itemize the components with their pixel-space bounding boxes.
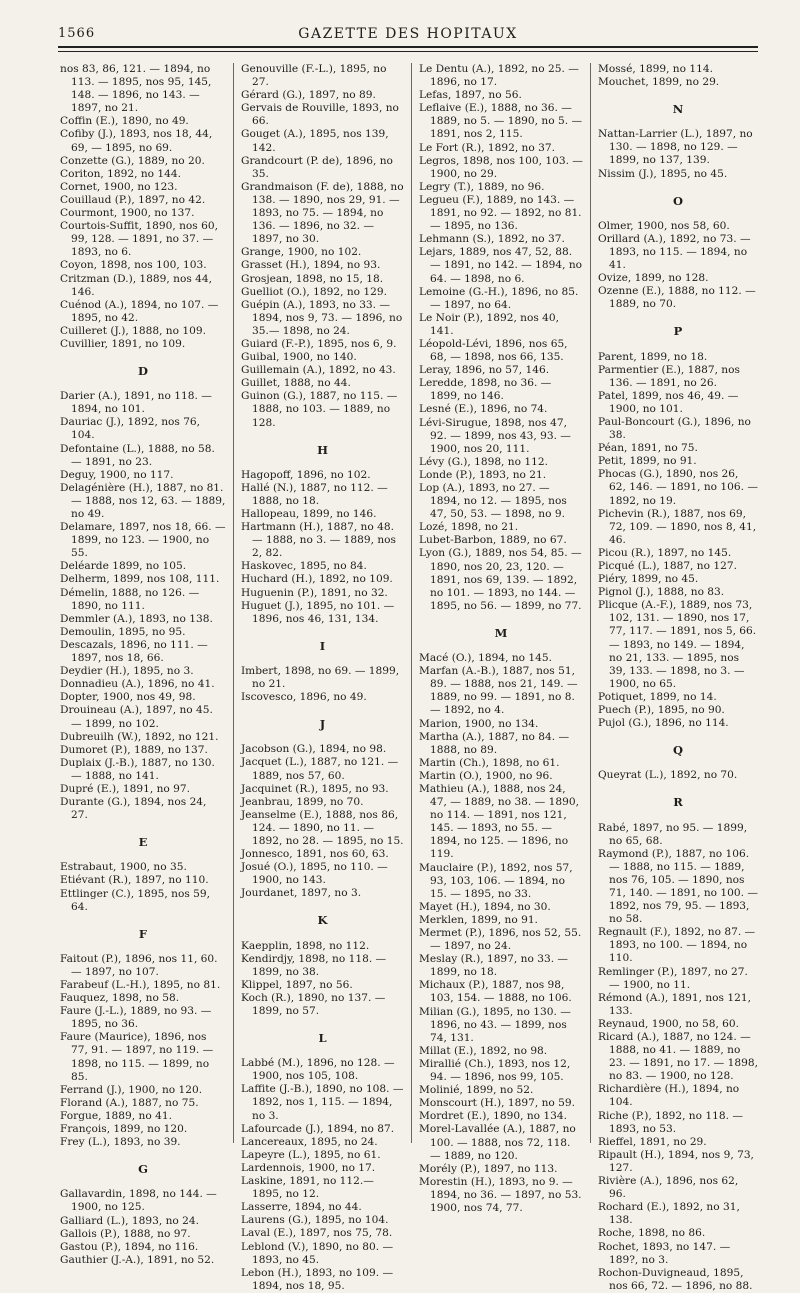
index-entry: Farabeuf (L.-H.), 1895, no 81. [60, 979, 221, 991]
index-entry: Mossé, 1899, no 114. [598, 63, 713, 75]
index-entry: Paul-Boncourt (G.), 1896, no 38. [598, 415, 751, 442]
index-entry: Imbert, 1898, no 69. — 1899, no 21. [241, 664, 400, 691]
section-letter: Q [672, 743, 684, 758]
index-columns [58, 63, 758, 1292]
index-entry: Jonnesco, 1891, nos 60, 63. [241, 848, 389, 861]
index-entry: Gauthier (J.-A.), 1891, no 52. [60, 1253, 215, 1266]
index-entry: Morestin (H.), 1893, no 9. — 1894, no 36. — 1897, no 53. 1900, nos 74, 77. [419, 1175, 582, 1214]
index-entry: Florand (A.), 1887, no 75. [60, 1096, 199, 1109]
index-entry: Conzette (G.), 1889, no 20. [60, 154, 205, 167]
index-entry: Raymond (P.), 1887, no 106. — 1888, no 115. — 1889, nos 76, 105. — 1890, nos 71, 140. — 1891, no 100. — 1892, nos 79, 95. — 1893, no 58. [598, 847, 758, 926]
index-entry: Jeanbrau, 1899, no 70. [241, 795, 364, 808]
index-entry: Coffin (E.), 1890, no 49. [60, 115, 189, 128]
index-entry: Frey (L.), 1893, no 39. [60, 1136, 181, 1149]
index-entry: Huguenin (P.), 1891, no 32. [241, 586, 388, 599]
index-entry: Kaepplin, 1898, no 112. [241, 939, 370, 952]
index-entry: Picqué (L.), 1887, no 127. [598, 560, 737, 572]
index-entry: Reynaud, 1900, no 58, 60. [598, 1017, 740, 1030]
index-entry: François, 1899, no 120. [60, 1123, 188, 1136]
index-entry: Gérard (G.), 1897, no 89. [241, 89, 376, 102]
index-entry: Le Fort (R.), 1892, no 37. [419, 141, 555, 154]
index-entry: Parmentier (E.), 1887, nos 136. — 1891, no 26. [598, 363, 740, 389]
index-entry: Guiard (F.-P.), 1895, nos 6, 9. [241, 337, 397, 350]
index-entry: Marfan (A.-B.), 1887, nos 51, 89. — 1888, nos 21, 149. — 1889, no 99. — 1891, no 8. — 1892, no 4. [419, 665, 578, 717]
index-entry: Critzman (D.), 1889, nos 44, 146. [60, 272, 212, 298]
index-entry: Delagénière (H.), 1887, no 81. — 1888, nos 12, 63. — 1889, no 49. [60, 481, 226, 520]
index-entry: Queyrat (L.), 1892, no 70. [598, 769, 738, 782]
index-entry: Picou (R.), 1897, no 145. [598, 546, 732, 559]
index-entry: Roche, 1898, no 86. [598, 1227, 706, 1240]
index-entry: Etiévant (R.), 1897, no 110. [60, 874, 209, 887]
section-letter: J [319, 717, 326, 732]
index-entry: Leray, 1896, no 57, 146. [419, 364, 550, 377]
index-entry: Laffite (J.-B.), 1890, no 108. — 1892, nos 1, 115. — 1894, no 3. [241, 1083, 404, 1122]
index-entry: Grasset (H.), 1894, no 93. [241, 259, 381, 272]
index-entry: Hallé (N.), 1887, no 112. — 1888, no 18. [241, 481, 388, 507]
index-entry: Morel-Lavallée (A.), 1887, no 100. — 1888, nos 72, 118. — 1889, no 120. [419, 1123, 576, 1162]
index-entry: Michaux (P.), 1887, nos 98, 103, 154. — 1888, no 106. [419, 979, 572, 1005]
index-entry: Jacquinet (R.), 1895, no 93. [241, 782, 389, 795]
index-entry: Courmont, 1900, no 137. [60, 207, 195, 220]
index-entry: Laskine, 1891, no 112.— 1895, no 12. [241, 1175, 374, 1201]
index-entry: Grosjean, 1898, no 15, 18. [241, 272, 384, 285]
index-entry: Pichevin (R.), 1887, nos 69, 72, 109. — 1890, nos 8, 41, 46. [598, 507, 757, 546]
index-entry: Jeanselme (E.), 1888, nos 86, 124. — 1890, no 11. — 1892, no 28. — 1895, no 15. [241, 808, 404, 847]
index-entry: Macé (O.), 1894, no 145. [419, 652, 553, 665]
index-entry: Genouville (F.-L.), 1895, no 27. [241, 63, 387, 89]
index-entry: Guinon (G.), 1887, no 115. — 1888, no 103. — 1889, no 128. [241, 390, 398, 429]
section-letter: M [494, 625, 508, 640]
index-entry: Cuénod (A.), 1894, no 107. — 1895, no 42. [60, 298, 219, 324]
section-letter: E [138, 835, 148, 850]
index-entry: Grange, 1900, no 102. [241, 246, 362, 259]
index-entry: Jacobson (G.), 1894, no 98. [241, 743, 387, 756]
index-entry: Regnault (F.), 1892, no 87. — 1893, no 100. — 1894, no 110. [598, 926, 756, 965]
section-letter: F [138, 926, 148, 941]
index-entry: Legueu (F.), 1889, no 143. — 1891, no 92. — 1892, no 81. — 1895, no 136. [419, 193, 582, 233]
section-letter: D [138, 364, 148, 379]
index-entry: Hallopeau, 1899, no 146. [241, 508, 377, 520]
index-entry: Nattan-Larrier (L.), 1897, no 130. — 1898, no 129. — 1899, no 137, 139. [598, 128, 753, 167]
index-entry: Legros, 1898, nos 100, 103. — 1900, no 29. [419, 154, 583, 180]
page-number: 1566 [58, 26, 96, 41]
index-entry: Mouchet, 1899, no 29. [598, 76, 720, 89]
index-entry: Monscourt (H.), 1897, no 59. [419, 1097, 576, 1110]
index-entry: Courtois-Suffit, 1890, nos 60, 99, 128. — 1891, no 37. — 1893, no 6. [60, 220, 218, 259]
index-entry: Klippel, 1897, no 56. [241, 978, 353, 991]
index-entry: Huchard (H.), 1892, no 109. [241, 573, 393, 586]
index-entry: Leflaive (E.), 1888, no 36. — 1889, no 5. — 1890, no 5. — 1891, nos 2, 115. [419, 102, 583, 141]
index-entry: Grandcourt (P. de), 1896, no 35. [241, 154, 393, 180]
index-entry: Faure (J.-L.), 1889, no 93. — 1895, no 36. [60, 1005, 212, 1031]
index-entry: Riche (P.), 1892, no 118. — 1893, no 53. [598, 1109, 743, 1135]
index-entry: Demmler (A.), 1893, no 138. [60, 612, 213, 625]
index-entry: Rabé, 1897, no 95. — 1899, no 65, 68. [598, 821, 748, 847]
index-entry: Petit, 1899, no 91. [598, 455, 697, 468]
index-entry: Leblond (V.), 1890, no 80. — 1893, no 45. [241, 1240, 394, 1266]
index-entry: Lop (A.), 1893, no 27. — 1894, no 12. — 1895, nos 47, 50, 53. — 1898, no 9. [419, 482, 567, 521]
index-entry: Léopold-Lévi, 1896, nos 65, 68, — 1898, nos 66, 135. [419, 337, 568, 364]
header-rule-thin [58, 51, 758, 52]
index-entry: Meslay (R.), 1897, no 33. — 1899, no 18. [419, 953, 569, 979]
index-entry: Couillaud (P.), 1897, no 42. [60, 193, 206, 206]
index-entry: Lasserre, 1894, no 44. [241, 1201, 362, 1214]
index-entry: Mirallié (Ch.), 1893, nos 12, 94. — 1896, nos 99, 105. [419, 1057, 571, 1084]
index-entry: Koch (R.), 1890, no 137. — 1899, no 57. [241, 991, 386, 1017]
index-entry: Marion, 1900, no 134. [419, 717, 539, 730]
index-entry: Donnadieu (A.), 1896, no 41. [60, 678, 215, 691]
index-entry: Laval (E.), 1897, nos 75, 78. [241, 1227, 393, 1240]
index-entry: Ettlinger (C.), 1895, nos 59, 64. [60, 887, 210, 913]
index-entry: Deydier (H.), 1895, no 3. [60, 665, 194, 678]
index-entry: Labbé (M.), 1896, no 128. — 1900, nos 105, 108. [241, 1057, 395, 1083]
index-entry: Cuilleret (J.), 1888, no 109. [60, 324, 206, 337]
index-entry: Rochard (E.), 1892, no 31, 138. [598, 1201, 740, 1227]
index-entry: Grandmaison (F. de), 1888, no 138. — 1890, nos 29, 91. — 1893, no 75. — 1894, no 136. — 1896, no 32. — 1897, no 30. [241, 180, 404, 246]
index-entry: Cuvillier, 1891, no 109. [60, 337, 186, 350]
index-entry: Gouget (A.), 1895, nos 139, 142. [241, 128, 389, 154]
index-entry: Ozenne (E.), 1888, no 112. — 1889, no 70. [598, 285, 756, 311]
index-entry: Faitout (P.), 1896, nos 11, 60. — 1897, no 107. [60, 952, 218, 978]
index-entry: Martin (O.), 1900, no 96. [419, 769, 553, 782]
index-entry: Dauriac (J.), 1892, nos 76, 104. [60, 416, 201, 442]
index-entry: Iscovesco, 1896, no 49. [241, 691, 367, 704]
index-entry: Cofiby (J.), 1893, nos 18, 44, 69, — 1895, no 69. [60, 128, 213, 154]
index-entry: Parent, 1899, no 18. [598, 350, 708, 363]
section-letter: P [673, 324, 683, 339]
index-entry: Lévy (G.), 1898, no 112. [419, 455, 548, 468]
index-entry: Mathieu (A.), 1888, nos 24, 47, — 1889, no 38. — 1890, no 114. — 1891, nos 121, 145. — 1893, no 55. — 1894, no 125. — 1896, no 119. [419, 782, 579, 861]
index-entry: Rieffel, 1891, no 29. [598, 1135, 707, 1148]
index-entry: Huguet (J.), 1895, no 101. — 1896, nos 46, 131, 134. [241, 599, 395, 625]
index-entry: Nissim (J.), 1895, no 45. [598, 167, 728, 180]
index-entry: Leredde, 1898, no 36. — 1899, no 146. [419, 377, 552, 403]
index-entry: Coriton, 1892, no 144. [60, 167, 181, 180]
index-entry: Piéry, 1899, no 45. [598, 573, 699, 586]
index-column-1 [58, 63, 234, 1266]
index-entry: Dubreuilh (W.), 1892, no 121. [60, 730, 219, 743]
index-entry: Milian (G.), 1895, no 130. — 1896, no 43. — 1899, nos 74, 131. [419, 1005, 571, 1044]
page-header [58, 22, 758, 46]
index-entry: Estrabaut, 1900, no 35. [60, 861, 187, 874]
index-entry: Puech (P.), 1895, no 90. [598, 704, 725, 717]
index-entry: Richardière (H.), 1894, no 104. [598, 1083, 740, 1109]
index-column-4 [591, 63, 758, 1292]
index-entry: Durante (G.), 1894, nos 24, 27. [60, 796, 207, 822]
index-entry: Demoulin, 1895, no 95. [60, 625, 186, 638]
index-entry: Martin (Ch.), 1898, no 61. [419, 756, 560, 769]
index-entry: Delherm, 1899, nos 108, 111. [60, 573, 220, 586]
index-entry: Gervais de Rouville, 1893, no 66. [241, 102, 399, 128]
index-entry: Forgue, 1889, no 41. [60, 1109, 172, 1122]
index-entry: Ferrand (J.), 1900, no 120. [60, 1083, 203, 1096]
index-entry: Ovize, 1899, no 128. [598, 272, 709, 285]
index-entry: Hagopoff, 1896, no 102. [241, 468, 371, 481]
index-entry: Rivière (A.), 1896, nos 62, 96. [598, 1175, 739, 1201]
index-entry: Dumoret (P.), 1889, no 137. [60, 743, 208, 756]
index-entry: Drouineau (A.), 1897, no 45. — 1899, no 102. [60, 704, 213, 730]
header-rule-thick [58, 46, 758, 48]
index-entry: Lejars, 1889, nos 47, 52, 88. — 1891, no 142. — 1894, no 64. — 1898, no 6. [419, 246, 583, 285]
section-letter: L [318, 1031, 327, 1046]
index-entry: Duplaix (J.-B.), 1887, no 130. — 1888, no 141. [60, 756, 215, 782]
index-entry: Fauquez, 1898, no 58. [60, 992, 180, 1005]
index-entry: Mordret (E.), 1890, no 134. [419, 1110, 567, 1123]
index-entry: Molinié, 1899, no 52. [419, 1084, 534, 1097]
index-entry: Phocas (G.), 1890, nos 26, 62, 146. — 1891, no 106. — 1892, no 19. [598, 468, 758, 507]
index-entry: Mermet (P.), 1896, nos 52, 55. — 1897, no 24. [419, 927, 582, 953]
section-letter: O [672, 193, 684, 208]
index-entry: Legry (T.), 1889, no 96. [419, 180, 545, 193]
index-entry: Coyon, 1898, nos 100, 103. [60, 259, 207, 272]
index-entry: Rochon-Duvigneaud, 1895, nos 66, 72. — 1896, no 88. [598, 1266, 753, 1292]
index-entry: Lozé, 1898, no 21. [419, 521, 519, 534]
index-entry: Merklen, 1899, no 91. [419, 913, 538, 926]
section-letter: R [673, 795, 683, 810]
index-entry: Galliard (L.), 1893, no 24. [60, 1214, 199, 1227]
index-entry: Lubet-Barbon, 1889, no 67. [419, 534, 567, 547]
index-column-2 [234, 63, 412, 1292]
index-entry: Gastou (P.), 1894, no 116. [60, 1240, 199, 1253]
index-entry: Guibal, 1900, no 140. [241, 351, 357, 364]
index-entry: Le Noir (P.), 1892, nos 40, 141. [419, 311, 560, 337]
index-entry: Kendirdjy, 1898, no 118. — 1899, no 38. [241, 952, 387, 978]
index-entry: Lafourcade (J.), 1894, no 87. [241, 1122, 395, 1135]
index-entry: Guillet, 1888, no 44. [241, 377, 351, 390]
index-entry: Descazals, 1896, no 111. —1897, nos 18, 66. [60, 638, 208, 665]
index-entry: Pignol (J.), 1888, no 83. [598, 586, 725, 599]
index-entry: Lardennois, 1900, no 17. [241, 1161, 376, 1174]
index-entry: Lyon (G.), 1889, nos 54, 85. — 1890, nos 20, 23, 120. — 1891, nos 69, 139. — 1892, no 101. — 1893, no 144. — 1895, no 56. — 1899, no 77. [419, 547, 582, 612]
index-entry: Mayet (H.), 1894, no 30. [419, 900, 551, 913]
index-entry: Pujol (G.), 1896, no 114. [598, 717, 729, 730]
index-entry: Lebon (H.), 1893, no 109. — 1894, nos 18, 95. [241, 1266, 394, 1292]
index-entry: Gallois (P.), 1888, no 97. [60, 1227, 191, 1240]
index-entry: Martha (A.), 1887, no 84. — 1888, no 89. [419, 730, 570, 756]
index-entry: Rochet, 1893, no 147. — 189?, no 3. [598, 1240, 731, 1266]
index-entry: Delamare, 1897, nos 18, 66. — 1899, no 123. — 1900, no 55. [60, 521, 226, 560]
index-entry: Gallavardin, 1898, no 144. — 1900, no 125. [60, 1188, 217, 1214]
index-entry: Laurens (G.), 1895, no 104. [241, 1214, 389, 1227]
index-entry: Morély (P.), 1897, no 113. [419, 1162, 558, 1175]
index-entry: Guillemain (A.), 1892, no 43. [241, 364, 396, 377]
index-entry: Lévi-Sirugue, 1898, nos 47, 92. — 1899, nos 43, 93. — 1900, nos 20, 111. [419, 416, 571, 455]
index-entry: Lesné (E.), 1896, no 74. [419, 403, 548, 416]
index-entry: Darier (A.), 1891, no 118. — 1894, no 101. [60, 390, 212, 416]
index-entry: Démelin, 1888, no 126. —1890, no 111. [60, 586, 200, 612]
index-entry: Potiquet, 1899, no 14. [598, 690, 717, 703]
index-entry: Olmer, 1900, nos 58, 60. [598, 219, 730, 232]
index-column-3 [412, 63, 591, 1214]
index-entry: Haskovec, 1895, no 84. [241, 560, 367, 573]
index-entry: Defontaine (L.), 1888, no 58. — 1891, no 23. [60, 442, 215, 468]
index-entry: Remlinger (P.), 1897, no 27. — 1900, no 11. [598, 965, 748, 991]
index-entry: Cornet, 1900, no 123. [60, 180, 178, 193]
index-entry: Guépin (A.), 1893, no 33. — 1894, nos 9, 73. — 1896, no 35.— 1898, no 24. [241, 298, 403, 337]
index-entry: Ricard (A.), 1887, no 124. — 1888, no 41. — 1889, no 23. — 1891, no 17. — 1898, no 83. — 1900, no 128. [598, 1031, 758, 1083]
index-entry: Deléarde 1899, no 105. [60, 560, 187, 573]
index-entry: Hartmann (H.), 1887, no 48. — 1888, no 3. — 1889, nos 2, 82. [241, 521, 396, 560]
index-entry: Péan, 1891, no 75. [598, 442, 698, 455]
index-entry: Dopter, 1900, nos 49, 98. [60, 691, 196, 704]
journal-title: GAZETTE DES HOPITAUX [298, 26, 518, 42]
section-letter: I [319, 638, 326, 653]
index-entry: nos 83, 86, 121. — 1894, no 113. — 1895, nos 95, 145, 148. — 1896, no 143. — 1897, no 21. [60, 63, 212, 115]
index-entry: Le Dentu (A.), 1892, no 25. — 1896, no 17. [419, 63, 579, 89]
index-entry: Lapeyre (L.), 1895, no 61. [241, 1148, 381, 1161]
index-entry: Lefas, 1897, no 56. [419, 89, 522, 102]
index-entry: Dupré (E.), 1891, no 97. [60, 782, 191, 795]
index-entry: Orillard (A.), 1892, no 73. — 1893, no 115. — 1894, no 41. [598, 232, 751, 272]
index-entry: Lancereaux, 1895, no 24. [241, 1135, 378, 1148]
index-entry: Guelliot (O.), 1892, no 129. [241, 285, 388, 298]
index-entry: Jacquet (L.), 1887, no 121. — 1889, nos 57, 60. [241, 756, 399, 782]
section-letter: H [317, 442, 328, 457]
index-entry: Londe (P.), 1893, no 21. [419, 468, 547, 481]
index-entry: Deguy, 1900, no 117. [60, 468, 174, 481]
index-entry: Ripault (H.), 1894, nos 9, 73, 127. [598, 1148, 754, 1174]
index-entry: Mauclaire (P.), 1892, nos 57, 93, 103, 106. — 1894, no 15. — 1895, no 33. [419, 861, 573, 900]
index-entry: Plicque (A.-F.), 1889, nos 73, 102, 131. — 1890, nos 17, 77, 117. — 1891, nos 5, 66. — 1893, no 149. — 1894, no 21, 133. — 1895, nos 39, 133. — 1898, no 3. — 1900, no 65. [598, 599, 757, 690]
index-entry: Rémond (A.), 1891, nos 121, 133. [598, 991, 751, 1017]
index-entry: Lehmann (S.), 1892, no 37. [419, 233, 565, 246]
index-entry: Josué (O.), 1895, no 110. — 1900, no 143. [241, 861, 388, 887]
index-entry: Faure (Maurice), 1896, nos 77, 91. — 1897, no 119. — 1898, no 115. — 1899, no 85. [60, 1031, 214, 1083]
index-entry: Lemoine (G.-H.), 1896, no 85. — 1897, no 64. [419, 285, 579, 311]
index-entry: Jourdanet, 1897, no 3. [241, 887, 362, 900]
section-letter: N [672, 102, 684, 117]
section-letter: G [138, 1162, 148, 1177]
section-letter: K [317, 913, 328, 928]
index-entry: Millat (E.), 1892, no 98. [419, 1044, 548, 1057]
index-entry: Patel, 1899, nos 46, 49. — 1900, no 101. [598, 389, 739, 415]
